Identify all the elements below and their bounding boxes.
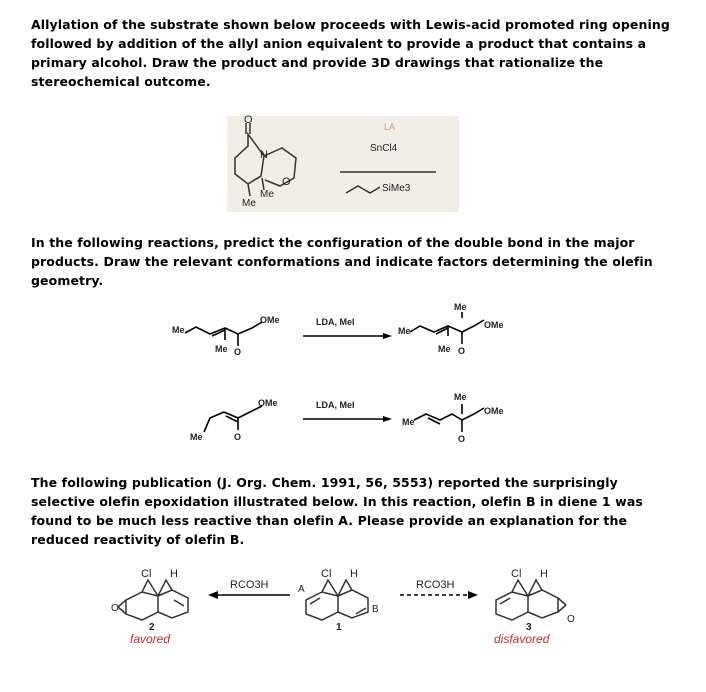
epoxide-3-chlorine: Cl — [511, 568, 522, 580]
r2-product-methoxy: OMe — [484, 406, 504, 416]
question-2-text: In the following reactions, predict the configuration of the double bond in the major products. Draw the relevant conformations and indicate factors determining the olefin geometry. — [31, 235, 653, 288]
epoxide-2-oxygen: O — [111, 603, 119, 614]
nitrogen-atom: N — [260, 149, 268, 161]
disfavored-label: disfavored — [494, 632, 550, 646]
r1-product-methyl-bottom: Me — [438, 344, 451, 354]
rco3h-left: RCO3H — [230, 579, 269, 591]
reagents-block — [340, 122, 436, 194]
epoxide-3 — [494, 568, 575, 646]
olefin-b-label: B — [372, 604, 379, 615]
r1-product-methoxy: OMe — [484, 320, 504, 330]
allylsilane-reagent: SiMe3 — [382, 183, 411, 194]
r1-reagent: LDA, MeI — [316, 317, 355, 327]
epoxide-3-oxygen: O — [567, 614, 575, 625]
methyl-label-2: Me — [242, 198, 256, 209]
methyl-label-1: Me — [260, 189, 274, 200]
carbonyl-oxygen: O — [244, 114, 253, 126]
question-1-text: Allylation of the substrate shown below proceeds with Lewis-acid promoted ring opening followed by addition of the allyl anion equivalent to provide a product that contains a primary alcohol. Draw the product and provide 3D drawings that rationalize the stereochemical outcome. — [31, 17, 670, 89]
favored-label: favored — [130, 632, 171, 646]
diene-hydrogen: H — [350, 568, 358, 580]
substrate-structure — [235, 114, 296, 209]
r1-product-methyl-left: Me — [398, 326, 411, 336]
question-3-text: The following publication (J. Org. Chem. 1991, 56, 5553) reported the surprisingly selective olefin epoxidation illustrated below. In this reaction, olefin B in diene 1 was found to be much less reactive than olefin A. Please provide an explanation for the reduced reactivity of olefin B. — [31, 475, 643, 547]
r2-reagent: LDA, MeI — [316, 400, 355, 410]
r2-sm-methyl: Me — [190, 432, 203, 442]
r1-sm-methyl-bottom: Me — [215, 344, 228, 354]
epoxide-2 — [111, 568, 188, 646]
compound-3-number: 3 — [526, 622, 532, 633]
compound-1-number: 1 — [336, 622, 342, 633]
r2-sm-methoxy: OMe — [258, 398, 278, 408]
r2-product-methyl-top: Me — [454, 392, 467, 402]
rco3h-right: RCO3H — [416, 579, 455, 591]
r1-sm-methoxy: OMe — [260, 315, 280, 325]
ring-oxygen: O — [282, 176, 291, 188]
diene-1 — [298, 568, 379, 633]
reaction-2 — [190, 392, 504, 444]
reagent-arrow-left — [208, 579, 290, 599]
epoxide-3-hydrogen: H — [540, 568, 548, 580]
epoxide-2-hydrogen: H — [170, 568, 178, 580]
reagent-arrow-right — [400, 579, 478, 599]
r1-product-oxygen: O — [458, 346, 466, 356]
r1-product-methyl-top: Me — [454, 302, 467, 312]
epoxide-2-chlorine: Cl — [141, 568, 152, 580]
r2-product-oxygen: O — [458, 434, 466, 444]
compound-2-number: 2 — [149, 622, 155, 633]
reaction-1 — [172, 302, 504, 357]
diene-chlorine: Cl — [321, 568, 332, 580]
olefin-a-label: A — [298, 584, 305, 595]
r2-sm-oxygen: O — [234, 432, 242, 442]
r1-sm-oxygen: O — [234, 347, 242, 357]
r1-sm-methyl-left: Me — [172, 325, 185, 335]
lewis-acid-annotation: LA — [384, 122, 396, 132]
r2-product-methyl-left: Me — [402, 417, 415, 427]
lewis-acid-reagent: SnCl4 — [370, 143, 398, 154]
